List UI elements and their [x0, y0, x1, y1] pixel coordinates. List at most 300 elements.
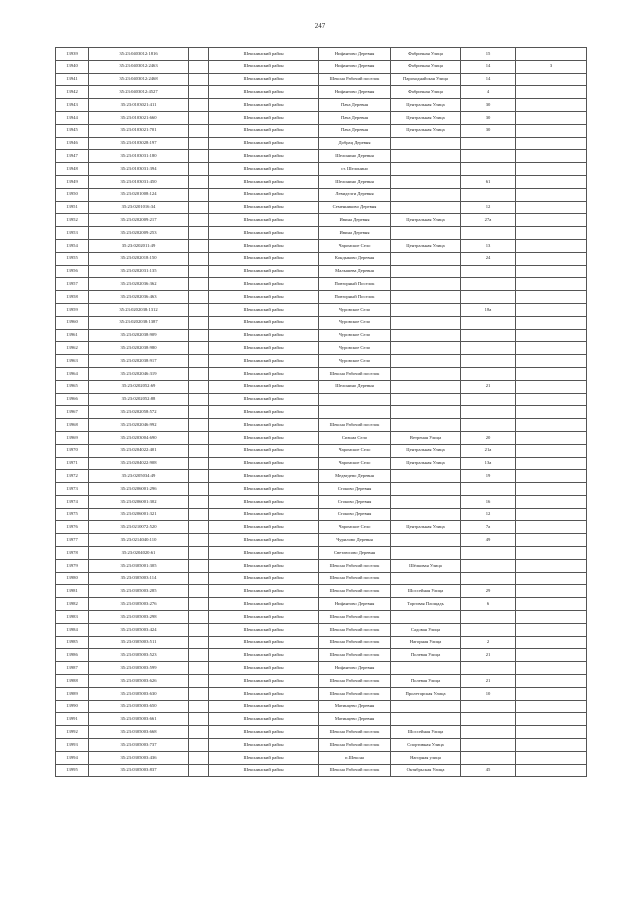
district-cell: Шекснинский район [209, 214, 319, 227]
row-number-cell: 13962 [56, 342, 89, 355]
district-cell: Шекснинский район [209, 700, 319, 713]
house-cell [461, 355, 516, 368]
house-cell: 4 [461, 86, 516, 99]
district-cell: Шекснинский район [209, 662, 319, 675]
building-cell [516, 687, 587, 700]
row-number-cell: 13972 [56, 470, 89, 483]
building-cell [516, 508, 587, 521]
table-row [56, 495, 587, 508]
house-cell: 45 [461, 764, 516, 777]
building-cell [516, 444, 587, 457]
cadastral-number-cell: 35:23:0202009:217 [89, 214, 189, 227]
district-cell: Шекснинский район [209, 150, 319, 163]
locality-cell: п.Шексна [319, 751, 391, 764]
table-row [56, 227, 587, 240]
house-cell: 24 [461, 252, 516, 265]
street-cell [391, 380, 461, 393]
house-cell [461, 572, 516, 585]
locality-cell: Кондыково Деревня [319, 252, 391, 265]
cadastral-number-cell: 35:23:0204022:908 [89, 457, 189, 470]
building-cell [516, 175, 587, 188]
locality-cell: Нифантово Деревня [319, 60, 391, 73]
row-number-cell: 13955 [56, 252, 89, 265]
building-cell [516, 636, 587, 649]
region-cell [189, 636, 209, 649]
row-number-cell: 13957 [56, 278, 89, 291]
building-cell [516, 649, 587, 662]
row-number-cell: 13942 [56, 86, 89, 99]
row-number-cell: 13986 [56, 649, 89, 662]
row-number-cell: 13974 [56, 495, 89, 508]
building-cell [516, 662, 587, 675]
house-cell: 18а [461, 303, 516, 316]
row-number-cell: 13968 [56, 419, 89, 432]
district-cell: Шекснинский район [209, 86, 319, 99]
table-row [56, 150, 587, 163]
region-cell [189, 265, 209, 278]
district-cell: Шекснинский район [209, 73, 319, 86]
district-cell: Шекснинский район [209, 751, 319, 764]
street-cell [391, 188, 461, 201]
street-cell [391, 342, 461, 355]
building-cell [516, 700, 587, 713]
row-number-cell: 13963 [56, 355, 89, 368]
building-cell [516, 764, 587, 777]
district-cell: Шекснинский район [209, 572, 319, 585]
cadastral-number-cell: 35:23:0214040:110 [89, 534, 189, 547]
row-number-cell: 13949 [56, 175, 89, 188]
region-cell [189, 380, 209, 393]
district-cell: Шекснинский район [209, 303, 319, 316]
building-cell [516, 534, 587, 547]
house-cell: 7а [461, 521, 516, 534]
locality-cell: Медведево Деревня [319, 470, 391, 483]
street-cell [391, 508, 461, 521]
house-cell: 15 [461, 48, 516, 61]
house-cell [461, 163, 516, 176]
region-cell [189, 48, 209, 61]
region-cell [189, 751, 209, 764]
cadastral-number-cell: 35:23:0103021:411 [89, 99, 189, 112]
district-cell: Шекснинский район [209, 265, 319, 278]
house-cell [461, 227, 516, 240]
region-cell [189, 316, 209, 329]
locality-cell: Шексна Рабочий поселок [319, 611, 391, 624]
house-cell [461, 393, 516, 406]
cadastral-number-cell: 35:23:0202011:49 [89, 239, 189, 252]
table-row [56, 355, 587, 368]
locality-cell: Сизьма Село [319, 431, 391, 444]
cadastral-number-cell: 35:23:0202038:917 [89, 355, 189, 368]
region-cell [189, 86, 209, 99]
house-cell: 21а [461, 444, 516, 457]
district-cell: Шекснинский район [209, 726, 319, 739]
region-cell [189, 406, 209, 419]
table-row [56, 278, 587, 291]
cadastral-number-cell: 35:23:0305003:276 [89, 598, 189, 611]
region-cell [189, 150, 209, 163]
house-cell: 14 [461, 73, 516, 86]
locality-cell: Нифантово Деревня [319, 662, 391, 675]
district-cell: Шекснинский район [209, 60, 319, 73]
district-cell: Шекснинский район [209, 163, 319, 176]
building-cell [516, 713, 587, 726]
district-cell: Шекснинский район [209, 393, 319, 406]
locality-cell: Шексна Рабочий поселок [319, 73, 391, 86]
table-row [56, 367, 587, 380]
cadastral-number-cell: 35:23:0305003:114 [89, 572, 189, 585]
street-cell [391, 137, 461, 150]
building-cell [516, 278, 587, 291]
building-cell [516, 457, 587, 470]
locality-cell: Шексна Рабочий поселок [319, 636, 391, 649]
building-cell [516, 623, 587, 636]
house-cell: 20 [461, 431, 516, 444]
table-row [56, 521, 587, 534]
locality-cell: Чаромское Село [319, 521, 391, 534]
table-row [56, 214, 587, 227]
cadastral-number-cell: 35:23:0202038:1312 [89, 303, 189, 316]
region-cell [189, 521, 209, 534]
cadastral-number-cell: 35:23:0202058:572 [89, 406, 189, 419]
table-row [56, 623, 587, 636]
locality-cell: Шексна Рабочий поселок [319, 764, 391, 777]
cadastral-number-cell: 35:23:0305001:305 [89, 559, 189, 572]
region-cell [189, 700, 209, 713]
street-cell [391, 329, 461, 342]
locality-cell: Шексна Рабочий поселок [319, 367, 391, 380]
cadastral-number-cell: 35:23:0202038:980 [89, 342, 189, 355]
region-cell [189, 431, 209, 444]
cadastral-number-cell: 35:23:0202046:319 [89, 367, 189, 380]
cadastral-number-cell: 35:23:0202036:362 [89, 278, 189, 291]
region-cell [189, 111, 209, 124]
row-number-cell: 13956 [56, 265, 89, 278]
house-cell [461, 662, 516, 675]
region-cell [189, 175, 209, 188]
cadastral-number-cell: 35:23:0305003:668 [89, 726, 189, 739]
cadastral-number-cell: 35:23:0103021:660 [89, 111, 189, 124]
row-number-cell: 13960 [56, 316, 89, 329]
house-cell: 30 [461, 111, 516, 124]
region-cell [189, 559, 209, 572]
district-cell: Шекснинский район [209, 419, 319, 432]
table-row [56, 303, 587, 316]
building-cell [516, 188, 587, 201]
table-row [56, 48, 587, 61]
row-number-cell: 13983 [56, 611, 89, 624]
cadastral-number-cell: 35:23:0202018:150 [89, 252, 189, 265]
region-cell [189, 726, 209, 739]
street-cell [391, 303, 461, 316]
table-row [56, 137, 587, 150]
street-cell: Спортивная Улица [391, 739, 461, 752]
house-cell: 12 [461, 508, 516, 521]
page-number: 247 [314, 22, 326, 30]
building-cell [516, 329, 587, 342]
table-row [56, 111, 587, 124]
district-cell: Шекснинский район [209, 239, 319, 252]
house-cell [461, 265, 516, 278]
cadastral-number-cell: 35:23:0103031:180 [89, 150, 189, 163]
house-cell [461, 739, 516, 752]
building-cell [516, 598, 587, 611]
region-cell [189, 662, 209, 675]
row-number-cell: 13948 [56, 163, 89, 176]
row-number-cell: 13990 [56, 700, 89, 713]
street-cell [391, 252, 461, 265]
building-cell [516, 380, 587, 393]
row-number-cell: 13973 [56, 483, 89, 496]
street-cell: Шёлковая Улица [391, 559, 461, 572]
table-row [56, 636, 587, 649]
cadastral-number-cell: 35:23:0305003:298 [89, 611, 189, 624]
row-number-cell: 13970 [56, 444, 89, 457]
street-cell [391, 572, 461, 585]
street-cell: Центральная Улица [391, 214, 461, 227]
building-cell [516, 495, 587, 508]
table-row [56, 316, 587, 329]
house-cell: 21 [461, 675, 516, 688]
region-cell [189, 303, 209, 316]
cadastral-number-cell: 35:23:0103028:197 [89, 137, 189, 150]
district-cell: Шекснинский район [209, 508, 319, 521]
locality-cell [319, 406, 391, 419]
street-cell [391, 175, 461, 188]
row-number-cell: 13981 [56, 585, 89, 598]
locality-cell: Нифантово Деревня [319, 598, 391, 611]
locality-cell: Пача Деревня [319, 124, 391, 137]
region-cell [189, 470, 209, 483]
house-cell: 2 [461, 636, 516, 649]
cadastral-number-cell: 35:23:0204020:61 [89, 547, 189, 560]
district-cell: Шекснинский район [209, 649, 319, 662]
locality-cell: Шексна Рабочий поселок [319, 649, 391, 662]
house-cell: 61 [461, 175, 516, 188]
district-cell: Шекснинский район [209, 175, 319, 188]
locality-cell: ст. Шелонино [319, 163, 391, 176]
house-cell: 6 [461, 598, 516, 611]
row-number-cell: 13995 [56, 764, 89, 777]
district-cell: Шекснинский район [209, 483, 319, 496]
row-number-cell: 13985 [56, 636, 89, 649]
row-number-cell: 13940 [56, 60, 89, 73]
street-cell: Пролетарская Улица [391, 687, 461, 700]
row-number-cell: 13988 [56, 675, 89, 688]
cadastral-number-cell: 35:23:0202036:463 [89, 291, 189, 304]
cadastral-number-cell: 35:23:0103031:450 [89, 175, 189, 188]
district-cell: Шекснинский район [209, 444, 319, 457]
table-row [56, 649, 587, 662]
region-cell [189, 239, 209, 252]
building-cell [516, 150, 587, 163]
house-cell: 13 [461, 239, 516, 252]
region-cell [189, 713, 209, 726]
cadastral-number-cell: 35:23:0205034:49 [89, 470, 189, 483]
table-row [56, 60, 587, 73]
street-cell [391, 367, 461, 380]
district-cell: Шекснинский район [209, 342, 319, 355]
district-cell: Шекснинский район [209, 355, 319, 368]
street-cell [391, 163, 461, 176]
house-cell: 30 [461, 99, 516, 112]
house-cell [461, 406, 516, 419]
row-number-cell: 13943 [56, 99, 89, 112]
row-number-cell: 13953 [56, 227, 89, 240]
district-cell: Шекснинский район [209, 252, 319, 265]
cadastral-number-cell: 35:23:0204022:401 [89, 444, 189, 457]
locality-cell: Шексна Рабочий поселок [319, 585, 391, 598]
table-row [56, 188, 587, 201]
cadastral-number-cell: 35:23:0305003:630 [89, 687, 189, 700]
locality-cell: Матинцево Деревня [319, 700, 391, 713]
registry-table [55, 47, 587, 777]
house-cell [461, 623, 516, 636]
cadastral-number-cell: 35:23:0206001:321 [89, 508, 189, 521]
street-cell: Шоссейная Улица [391, 585, 461, 598]
house-cell [461, 751, 516, 764]
locality-cell: Светлюсово Деревня [319, 547, 391, 560]
row-number-cell: 13979 [56, 559, 89, 572]
building-cell [516, 572, 587, 585]
house-cell [461, 329, 516, 342]
building-cell [516, 751, 587, 764]
locality-cell: Чаромское Село [319, 457, 391, 470]
building-cell: 3 [516, 60, 587, 73]
street-cell: Октябрьская Улица [391, 764, 461, 777]
region-cell [189, 739, 209, 752]
locality-cell: Шелонино Деревня [319, 380, 391, 393]
street-cell [391, 495, 461, 508]
street-cell: Центральная Улица [391, 457, 461, 470]
district-cell: Шекснинский район [209, 291, 319, 304]
region-cell [189, 611, 209, 624]
district-cell: Шекснинский район [209, 201, 319, 214]
table-row [56, 431, 587, 444]
district-cell: Шекснинский район [209, 636, 319, 649]
street-cell: Центральная Улица [391, 111, 461, 124]
locality-cell: Шексна Рабочий поселок [319, 687, 391, 700]
row-number-cell: 13958 [56, 291, 89, 304]
building-cell [516, 521, 587, 534]
street-cell: Центральная Улица [391, 444, 461, 457]
house-cell: 12 [461, 201, 516, 214]
locality-cell: Пача Деревня [319, 99, 391, 112]
house-cell: 21 [461, 380, 516, 393]
cadastral-number-cell: 35:23:0202038:909 [89, 329, 189, 342]
cadastral-number-cell: 35:23:0201016:34 [89, 201, 189, 214]
building-cell [516, 124, 587, 137]
table-row [56, 201, 587, 214]
cadastral-number-cell: 35:23:0305003:661 [89, 713, 189, 726]
locality-cell: Стоково Деревня [319, 483, 391, 496]
house-cell [461, 188, 516, 201]
table-row [56, 86, 587, 99]
locality-cell: Шелонино Деревня [319, 175, 391, 188]
row-number-cell: 13984 [56, 623, 89, 636]
house-cell [461, 291, 516, 304]
table-row [56, 751, 587, 764]
table-row [56, 726, 587, 739]
street-cell [391, 406, 461, 419]
cadastral-number-cell: 35:23:0305003:650 [89, 700, 189, 713]
cadastral-number-cell: 35:23:0206001:302 [89, 495, 189, 508]
locality-cell: Нифантово Деревня [319, 48, 391, 61]
table-row [56, 163, 587, 176]
house-cell [461, 611, 516, 624]
table-row [56, 124, 587, 137]
locality-cell: Чаромское Село [319, 444, 391, 457]
district-cell: Шекснинский район [209, 687, 319, 700]
cadastral-number-cell: 35:23:0305003:285 [89, 585, 189, 598]
street-cell: Торговая Площадь [391, 598, 461, 611]
locality-cell: Чуровское Село [319, 303, 391, 316]
region-cell [189, 163, 209, 176]
locality-cell: Шексна Рабочий поселок [319, 675, 391, 688]
table-row [56, 406, 587, 419]
district-cell: Шекснинский район [209, 99, 319, 112]
row-number-cell: 13952 [56, 214, 89, 227]
building-cell [516, 419, 587, 432]
house-cell [461, 419, 516, 432]
cadastral-number-cell: 35:23:0202052:69 [89, 380, 189, 393]
street-cell: Ветреная Улица [391, 431, 461, 444]
row-number-cell: 13947 [56, 150, 89, 163]
cadastral-number-cell: 35:23:0305003:511 [89, 636, 189, 649]
district-cell: Шекснинский район [209, 598, 319, 611]
district-cell: Шекснинский район [209, 457, 319, 470]
cadastral-number-cell: 35:23:0305003:626 [89, 675, 189, 688]
row-number-cell: 13977 [56, 534, 89, 547]
building-cell [516, 73, 587, 86]
locality-cell: Чуровское Село [319, 316, 391, 329]
district-cell: Шекснинский район [209, 367, 319, 380]
locality-cell: Шексна Рабочий поселок [319, 572, 391, 585]
building-cell [516, 342, 587, 355]
cadastral-number-cell: 35:23:0305003:523 [89, 649, 189, 662]
locality-cell: Левиделги Деревня [319, 188, 391, 201]
street-cell [391, 662, 461, 675]
street-cell [391, 355, 461, 368]
district-cell: Шекснинский район [209, 585, 319, 598]
street-cell [391, 547, 461, 560]
locality-cell: Шексна Рабочий поселок [319, 739, 391, 752]
cadastral-number-cell: 35:23:0202031:135 [89, 265, 189, 278]
locality-cell [319, 393, 391, 406]
row-number-cell: 13964 [56, 367, 89, 380]
district-cell: Шекснинский район [209, 111, 319, 124]
table-row [56, 73, 587, 86]
region-cell [189, 444, 209, 457]
district-cell: Шекснинский район [209, 316, 319, 329]
cadastral-number-cell: 35:23:0202052:88 [89, 393, 189, 406]
table-row [56, 342, 587, 355]
table-row [56, 265, 587, 278]
table-row [56, 393, 587, 406]
building-cell [516, 559, 587, 572]
street-cell [391, 483, 461, 496]
street-cell: Фабричная Улица [391, 48, 461, 61]
table-row [56, 483, 587, 496]
locality-cell: Повторный Поселок [319, 278, 391, 291]
table-row [56, 470, 587, 483]
building-cell [516, 470, 587, 483]
table-row [56, 444, 587, 457]
row-number-cell: 13980 [56, 572, 89, 585]
house-cell: 49 [461, 534, 516, 547]
street-cell: Полевая Улица [391, 649, 461, 662]
house-cell: 10 [461, 687, 516, 700]
